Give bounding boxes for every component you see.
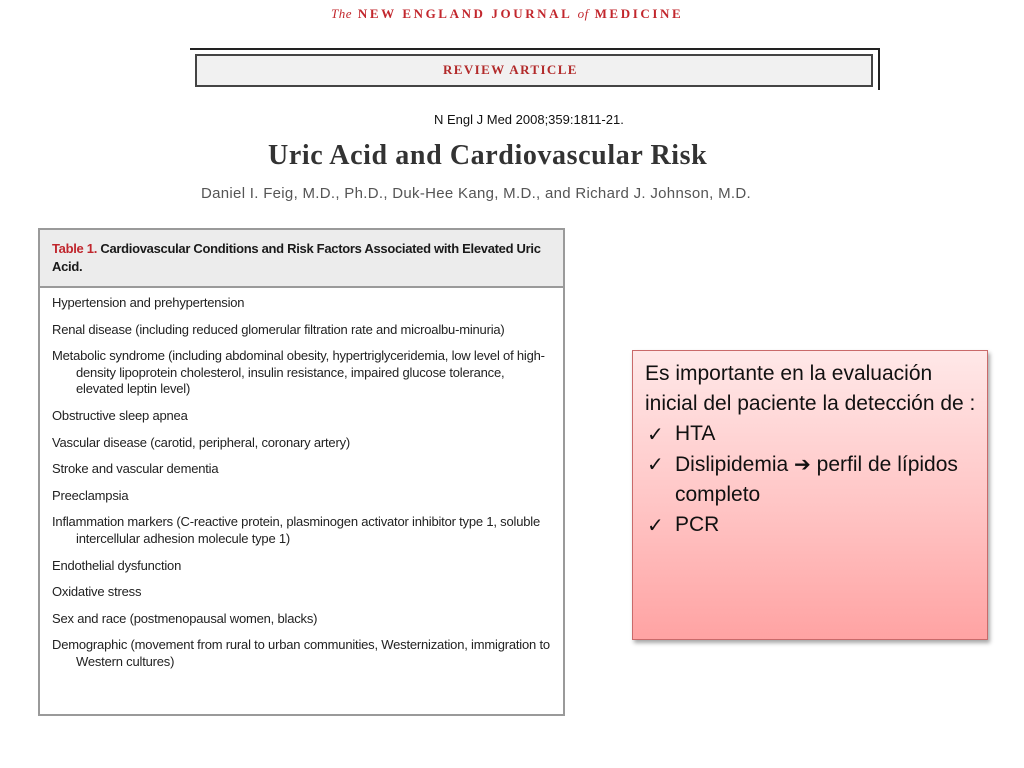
- item-hta: HTA: [675, 422, 716, 445]
- masthead-the: The: [331, 6, 352, 21]
- table-header: [40, 230, 563, 288]
- table-row: Inflammation markers (C-reactive protein, plasminogen activator inhibitor type 1, soluble intercellular adhesion molecule type 1): [52, 514, 540, 546]
- authors: Daniel I. Feig, M.D., Ph.D., Duk-Hee Kang, M.D., and Richard J. Johnson, M.D.: [201, 185, 751, 202]
- table-row: Sex and race (postmenopausal women, blacks): [52, 610, 318, 626]
- list-item: [645, 419, 977, 449]
- masthead-name-part1: NEW ENGLAND JOURNAL: [357, 6, 572, 21]
- table-label: Table 1.: [52, 241, 98, 256]
- table-row: Obstructive sleep apnea: [52, 407, 188, 423]
- check-icon: ✓: [647, 513, 664, 537]
- arrow-right-icon: ➔: [794, 452, 811, 476]
- citation: N Engl J Med 2008;359:1811-21.: [434, 112, 624, 127]
- callout-intro: Es importante en la evaluación inicial del paciente la detección de :: [645, 362, 976, 415]
- masthead-of: of: [577, 6, 589, 21]
- table-row: Renal disease (including reduced glomerular filtration rate and microalbu-minuria): [52, 321, 505, 337]
- table-row: Demographic (movement from rural to urban communities, Westernization, immigration to Western cultures): [52, 637, 550, 669]
- callout-box: [632, 350, 988, 640]
- journal-masthead: [331, 6, 737, 22]
- table-title: Cardiovascular Conditions and Risk Factors Associated with Elevated Uric Acid.: [52, 241, 541, 274]
- check-icon: ✓: [647, 452, 664, 476]
- table-row: Metabolic syndrome (including abdominal obesity, hypertriglyceridemia, low level of high-density lipoprotein cholesterol, insulin resistance, impaired glucose tolerance, elevated leptin level): [52, 348, 545, 397]
- table-row: Hypertension and prehypertension: [52, 295, 245, 310]
- risk-factor-table: [38, 228, 565, 716]
- check-icon: ✓: [647, 422, 664, 446]
- list-item: [645, 510, 977, 540]
- table-row: Oxidative stress: [52, 584, 142, 600]
- table-row: Stroke and vascular dementia: [52, 461, 219, 477]
- list-item: [645, 449, 977, 510]
- table-row: Preeclampsia: [52, 487, 129, 503]
- table-row: Endothelial dysfunction: [52, 557, 182, 573]
- table-body: [40, 288, 563, 671]
- article-title: Uric Acid and Cardiovascular Risk: [268, 140, 708, 171]
- table-row: Vascular disease (carotid, peripheral, coronary artery): [52, 434, 351, 450]
- callout-checklist: [645, 419, 977, 540]
- review-article-label: REVIEW ARTICLE: [443, 62, 578, 77]
- masthead-name-part2: MEDICINE: [594, 6, 684, 21]
- item-lipid-profile: perfil de lípidos completo: [675, 453, 958, 506]
- item-dislipidemia: Dislipidemia: [675, 453, 789, 476]
- item-pcr: PCR: [675, 513, 720, 536]
